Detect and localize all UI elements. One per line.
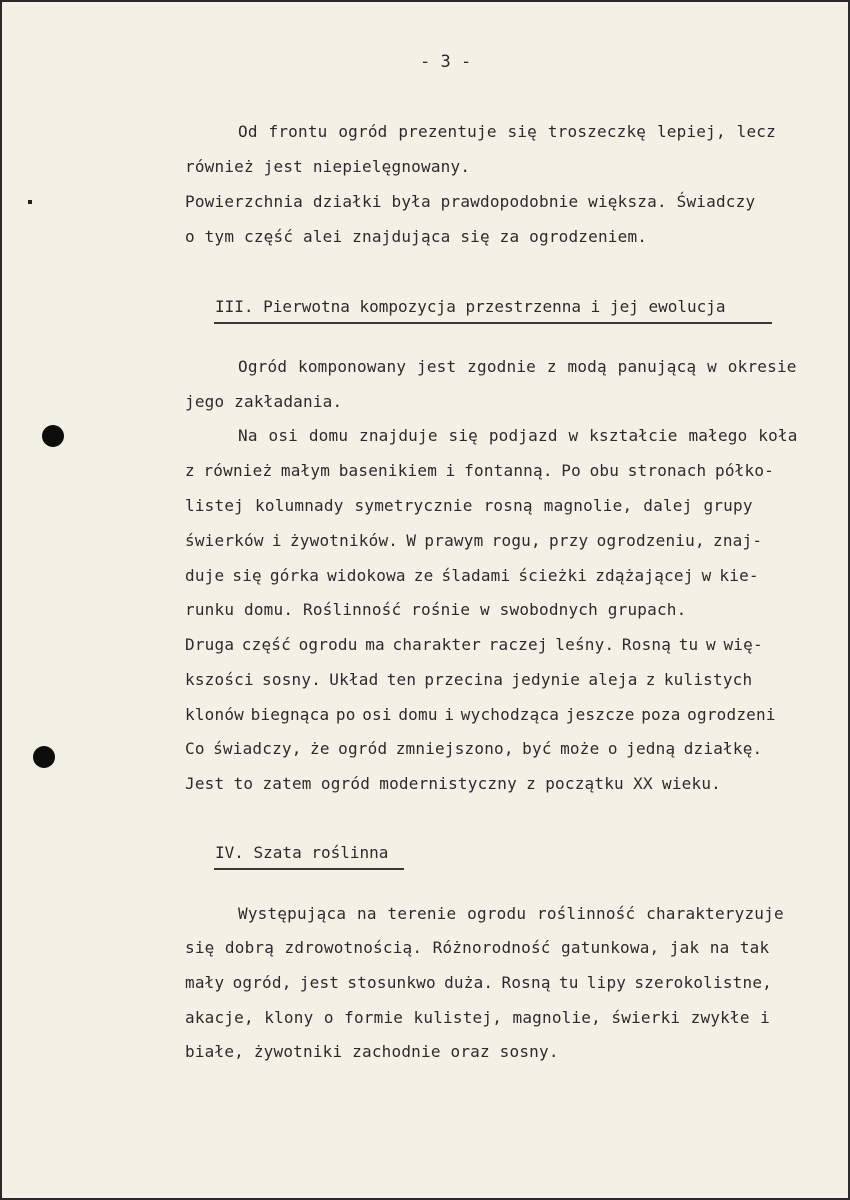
intro-line: o tym część alei znajdująca się za ogrodzeniem. (185, 227, 648, 246)
body-line: jego zakładania. (185, 392, 343, 411)
body-line: Występująca na terenie ogrodu roślinność charakteryzuje (238, 904, 784, 923)
body-line: listej kolumnady symetrycznie rosną magnolie, dalej grupy (185, 496, 753, 515)
body-line: kszości sosny. Układ ten przecina jedynie aleja z kulistych (185, 670, 753, 689)
body-line: Jest to zatem ogród modernistyczny z początku XX wieku. (185, 774, 722, 793)
intro-line: Od frontu ogród prezentuje się troszeczkę lepiej, lecz (238, 122, 776, 141)
section-heading: III. Pierwotna kompozycja przestrzenna i jej ewolucja (215, 297, 726, 316)
intro-line: Powierzchnia działki była prawdopodobnie większa. Świadczy (185, 192, 756, 211)
section-heading: IV. Szata roślinna (215, 843, 389, 862)
heading-underline (214, 322, 772, 324)
body-line: świerków i żywotników. W prawym rogu, przy ogrodzeniu, znaj- (185, 531, 763, 550)
body-line: Ogród komponowany jest zgodnie z modą panującą w okresie (238, 357, 797, 376)
body-line: runku domu. Roślinność rośnie w swobodnych grupach. (185, 600, 687, 619)
intro-line: również jest niepielęgnowany. (185, 157, 471, 176)
body-line: Co świadczy, że ogród zmniejszono, być może o jedną działkę. (185, 739, 763, 758)
body-line: mały ogród, jest stosunkwo duża. Rosną tu lipy szerokolistne, (185, 973, 773, 992)
page-number: - 3 - (420, 52, 472, 72)
body-line: z również małym basenikiem i fontanną. Po obu stronach półko- (185, 461, 775, 480)
punch-hole-top (42, 425, 64, 447)
body-line: Na osi domu znajduje się podjazd w kształcie małego koła (238, 426, 798, 445)
body-line: Druga część ogrodu ma charakter raczej leśny. Rosną tu w wię- (185, 635, 763, 654)
body-line: białe, żywotniki zachodnie oraz sosny. (185, 1042, 559, 1061)
body-line: klonów biegnąca po osi domu i wychodząca jeszcze poza ogrodzeni (185, 705, 776, 724)
margin-mark (28, 200, 32, 204)
body-line: duje się górka widokowa ze śladami ścieżki zdążającej w kie- (185, 566, 759, 585)
body-line: się dobrą zdrowotnością. Różnorodność gatunkowa, jak na tak (185, 938, 770, 957)
body-line: akacje, klony o formie kulistej, magnolie, świerki zwykłe i (185, 1008, 770, 1027)
punch-hole-bottom (33, 746, 55, 768)
heading-underline (214, 868, 404, 870)
